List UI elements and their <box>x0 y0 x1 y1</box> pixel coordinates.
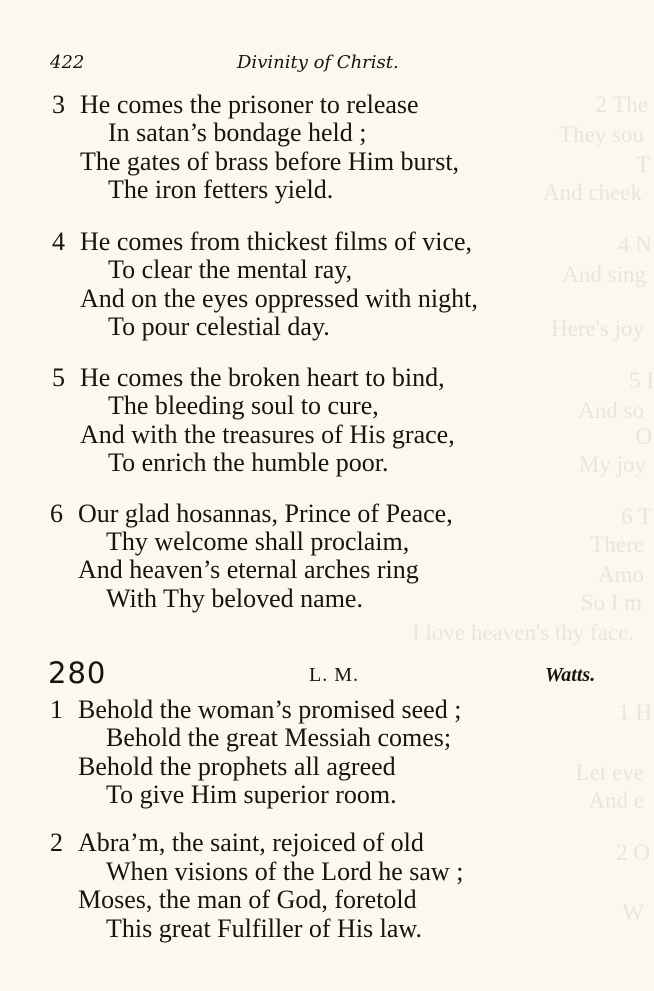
verse-line: The bleeding soul to cure, <box>108 391 379 420</box>
verse-line: Thy welcome shall proclaim, <box>106 527 410 556</box>
verse-line: And heaven’s eternal arches ring <box>78 555 419 584</box>
verse-line: When visions of the Lord he saw ; <box>106 857 464 886</box>
verse-line: Moses, the man of God, foretold <box>78 885 417 914</box>
verse-line: Behold the prophets all agreed <box>78 752 396 781</box>
verse-number: 2 <box>50 828 63 857</box>
verse-line: He comes from thickest films of vice, <box>80 227 473 256</box>
verse-line: The iron fetters yield. <box>108 175 334 204</box>
verse-line: To pour celestial day. <box>108 312 330 341</box>
verse-line: Our glad hosannas, Prince of Peace, <box>78 499 453 528</box>
hymn-meter: L. M. <box>309 664 359 686</box>
verse-number: 6 <box>50 499 63 528</box>
verse-line: Abra’m, the saint, rejoiced of old <box>78 828 424 857</box>
hymn-number: 280 <box>48 656 107 690</box>
running-title: Divinity of Christ. <box>237 52 399 73</box>
verse-number: 5 <box>52 363 65 392</box>
verse-number: 4 <box>52 227 65 256</box>
verse-line: To enrich the humble poor. <box>108 448 389 477</box>
verse-line: Behold the great Messiah comes; <box>106 723 452 752</box>
verse-line: This great Fulfiller of His law. <box>106 914 423 943</box>
page-number: 422 <box>50 52 85 73</box>
verse-line: And with the treasures of His grace, <box>80 420 455 449</box>
verse-line: To clear the mental ray, <box>108 255 353 284</box>
hymn-author: Watts. <box>545 664 596 686</box>
verse-line: And on the eyes oppressed with night, <box>80 284 478 313</box>
verse-line: In satan’s bondage held ; <box>108 118 367 147</box>
verse-line: Behold the woman’s promised seed ; <box>78 695 462 724</box>
verse-line: The gates of brass before Him burst, <box>80 147 460 176</box>
bleed-through-texture: 2 The They sou T And cheek 4 N And sing Here's joy 5 I And so O My joy 6 T There Amo So I m I love heaven's thy face. 1 H Let eve And e 2 O W <box>412 92 654 925</box>
verse-line: He comes the prisoner to release <box>80 90 419 119</box>
verse-line: To give Him superior room. <box>106 780 397 809</box>
verse-number: 3 <box>52 90 65 119</box>
verse-number: 1 <box>50 695 63 724</box>
verse-line: He comes the broken heart to bind, <box>80 363 445 392</box>
verse-line: With Thy beloved name. <box>106 584 363 613</box>
